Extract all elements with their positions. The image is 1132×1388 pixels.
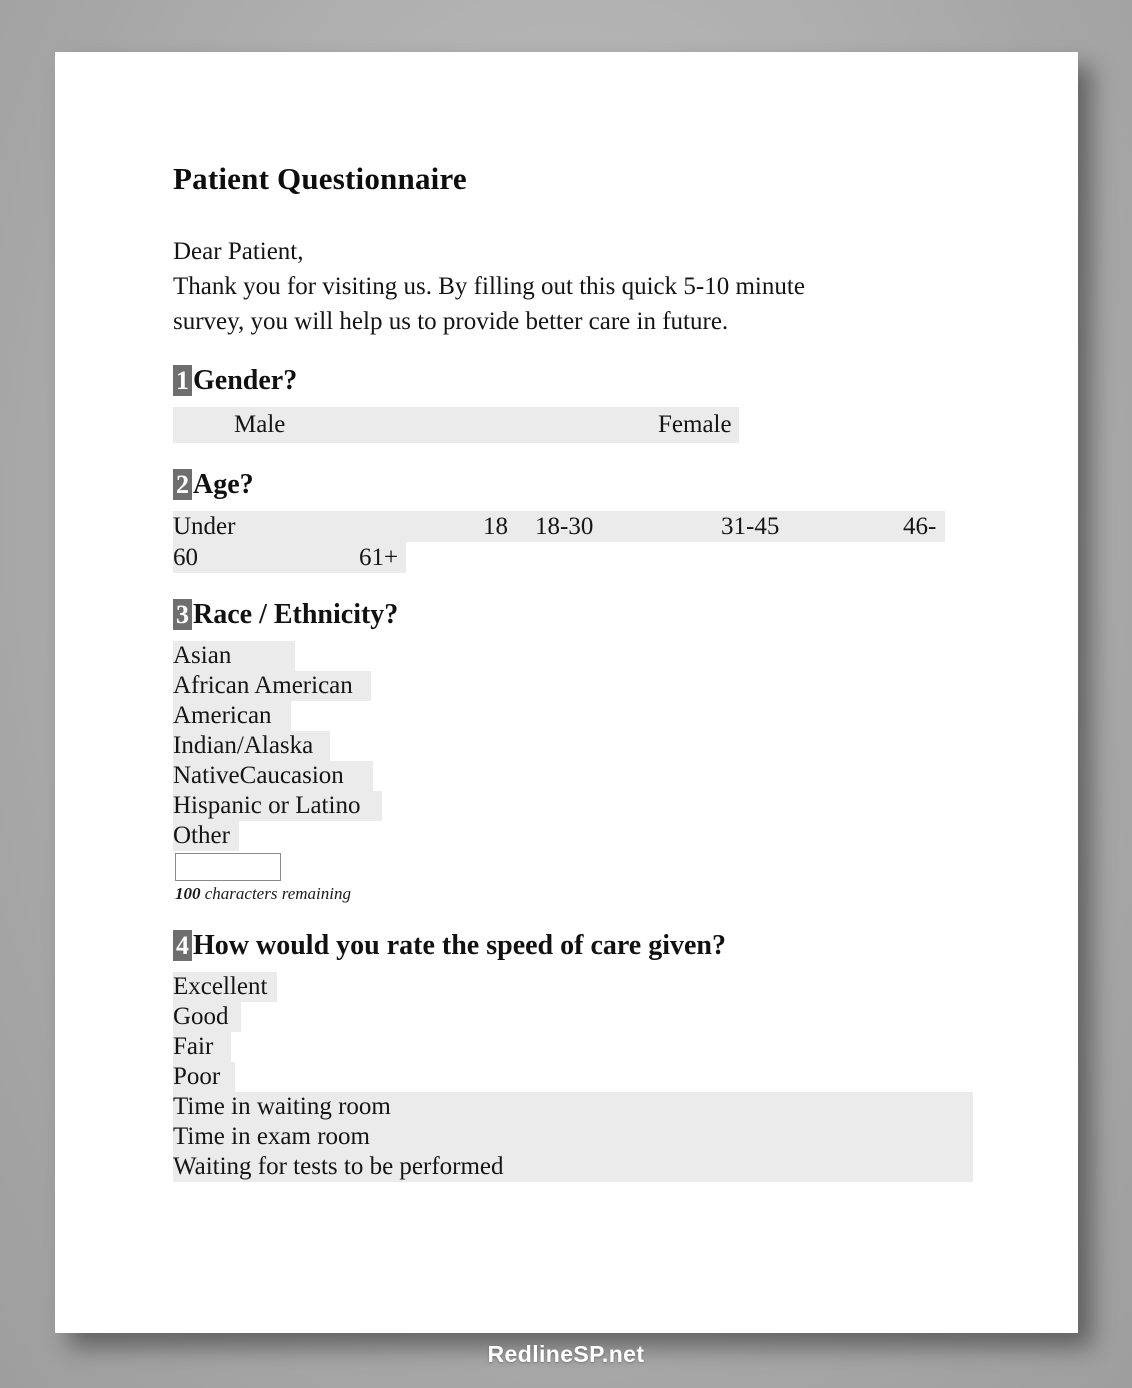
question-2-options	[173, 511, 1003, 573]
question-1-options	[173, 407, 739, 443]
question-2-heading	[173, 469, 1003, 501]
wait-item-waiting-room[interactable]	[173, 1092, 973, 1122]
wait-item-exam-room[interactable]	[173, 1122, 973, 1152]
wait-item-tests[interactable]	[173, 1152, 973, 1182]
option-age-under[interactable]: Under	[173, 513, 236, 540]
option-race-indian-alaska-label: Indian/Alaska	[173, 732, 314, 759]
option-race-asian[interactable]	[173, 641, 1003, 671]
question-4-wait-items	[173, 1092, 973, 1182]
question-2-text: Age?	[193, 469, 254, 500]
option-age-18-30[interactable]: 18-30	[535, 513, 594, 540]
option-rating-good[interactable]	[173, 1002, 1003, 1032]
option-race-american-indian-line-2[interactable]	[173, 731, 1003, 761]
option-age-61-plus[interactable]: 61+	[359, 544, 399, 571]
option-race-african-american[interactable]	[173, 671, 1003, 701]
age-options-line-2	[173, 542, 1003, 573]
page-title: Patient Questionnaire	[173, 161, 467, 196]
question-1-text: Gender?	[193, 365, 298, 396]
question-4-number: 4	[173, 930, 192, 961]
wait-item-waiting-room-label: Time in waiting room	[173, 1093, 391, 1120]
option-age-46-prefix[interactable]: 46-	[903, 513, 937, 540]
question-4-options	[173, 972, 1003, 1092]
document-page	[55, 52, 1078, 1333]
option-race-asian-label: Asian	[173, 642, 232, 669]
chars-remaining-hint	[175, 884, 1003, 904]
question-3-options	[173, 641, 1003, 851]
wait-item-exam-room-label: Time in exam room	[173, 1123, 370, 1150]
option-race-other-label: Other	[173, 822, 230, 849]
option-age-18[interactable]: 18	[483, 513, 508, 540]
age-options-line-1	[173, 511, 1003, 542]
option-age-60-suffix[interactable]: 60	[173, 544, 198, 571]
option-rating-poor-label: Poor	[173, 1063, 221, 1090]
option-race-hispanic-latino[interactable]	[173, 791, 1003, 821]
option-rating-fair[interactable]	[173, 1032, 1003, 1062]
question-4-text: How would you rate the speed of care given?	[193, 930, 726, 961]
intro-line-2: survey, you will help us to provide better care in future.	[173, 308, 729, 335]
intro-line-1: Thank you for visiting us. By filling out this quick 5-10 minute	[173, 273, 805, 300]
option-race-american-label: American	[173, 702, 272, 729]
question-3-text: Race / Ethnicity?	[193, 599, 399, 630]
wait-item-tests-label: Waiting for tests to be performed	[173, 1153, 504, 1180]
question-4-heading	[173, 930, 1003, 962]
question-1-heading	[173, 365, 1003, 397]
option-race-native-caucasion[interactable]	[173, 761, 1003, 791]
option-race-african-american-label: African American	[173, 672, 353, 699]
option-race-native-caucasion-label: NativeCaucasion	[173, 762, 344, 789]
option-gender-female[interactable]: Female	[658, 411, 732, 438]
option-rating-fair-label: Fair	[173, 1033, 214, 1060]
question-3-heading	[173, 599, 1003, 631]
option-rating-good-label: Good	[173, 1003, 229, 1030]
option-rating-poor[interactable]	[173, 1062, 1003, 1092]
race-other-input[interactable]	[175, 853, 281, 881]
chars-remaining-count: 100	[175, 884, 201, 903]
chars-remaining-label: characters remaining	[204, 884, 351, 903]
intro-paragraph	[173, 234, 1003, 339]
question-3-number: 3	[173, 599, 192, 630]
option-race-hispanic-latino-label: Hispanic or Latino	[173, 792, 361, 819]
option-age-31-45[interactable]: 31-45	[721, 513, 780, 540]
option-race-other[interactable]	[173, 821, 1003, 851]
question-2-number: 2	[173, 469, 192, 500]
option-rating-excellent-label: Excellent	[173, 973, 268, 1000]
option-rating-excellent[interactable]	[173, 972, 1003, 1002]
page-content	[173, 162, 1003, 1182]
intro-salutation: Dear Patient,	[173, 238, 304, 265]
site-watermark: RedlineSP.net	[487, 1341, 645, 1367]
question-1-number: 1	[173, 365, 192, 396]
option-race-american-indian-line-1[interactable]	[173, 701, 1003, 731]
option-gender-male[interactable]: Male	[234, 411, 286, 438]
